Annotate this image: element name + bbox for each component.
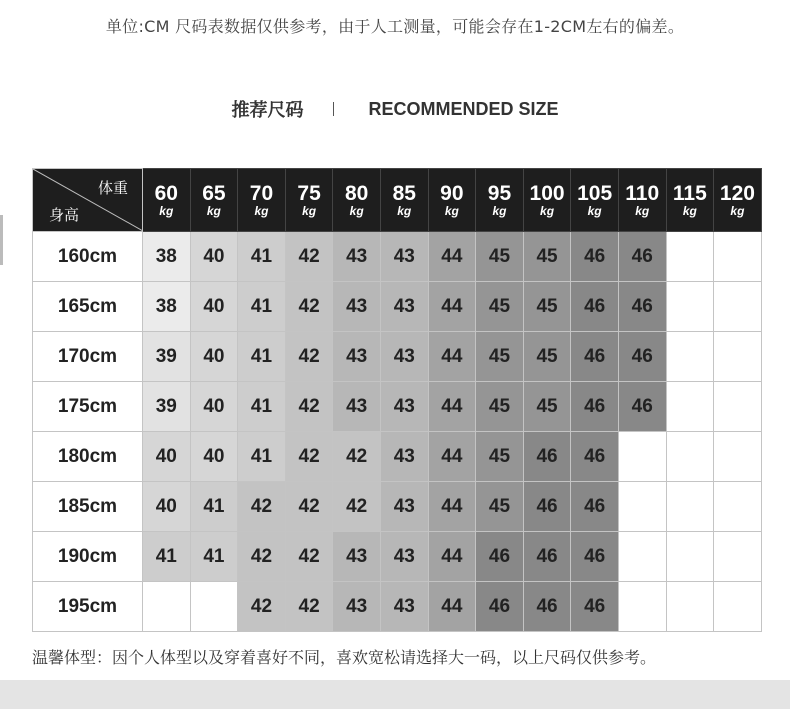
size-cell: 43	[380, 232, 428, 282]
size-cell: 43	[333, 282, 381, 332]
size-cell: 44	[428, 582, 476, 632]
height-label: 190cm	[33, 532, 143, 582]
size-cell: 41	[238, 232, 286, 282]
weight-value: 115	[672, 181, 707, 205]
size-cell: 45	[476, 232, 524, 282]
empty-cell	[714, 582, 762, 632]
size-cell: 42	[285, 382, 333, 432]
size-cell: 38	[143, 282, 191, 332]
weight-value: 100	[529, 181, 565, 205]
weight-unit: kg	[206, 203, 221, 218]
size-cell: 42	[238, 482, 286, 532]
size-cell: 46	[571, 282, 619, 332]
weight-unit: kg	[159, 203, 174, 218]
size-cell: 46	[571, 382, 619, 432]
size-cell: 45	[476, 332, 524, 382]
empty-cell	[666, 332, 714, 382]
weight-value: 70	[249, 181, 274, 205]
table-row	[33, 532, 762, 582]
size-table-body	[33, 232, 762, 632]
weight-unit: kg	[540, 203, 555, 218]
weight-value: 80	[344, 181, 369, 205]
weight-unit: kg	[397, 203, 412, 218]
size-cell: 44	[428, 282, 476, 332]
height-label: 165cm	[33, 282, 143, 332]
size-cell: 42	[238, 532, 286, 582]
size-cell: 42	[285, 332, 333, 382]
size-cell: 42	[238, 582, 286, 632]
empty-cell	[714, 332, 762, 382]
size-cell: 46	[523, 532, 571, 582]
size-cell: 43	[380, 282, 428, 332]
weight-value: 85	[392, 181, 416, 205]
size-cell: 43	[333, 232, 381, 282]
weight-unit: kg	[635, 203, 650, 218]
weight-header-80	[333, 169, 381, 232]
empty-cell	[190, 582, 238, 632]
size-cell: 40	[143, 482, 191, 532]
size-cell: 42	[333, 432, 381, 482]
size-cell: 42	[285, 232, 333, 282]
empty-cell	[714, 232, 762, 282]
weight-header-110	[618, 169, 666, 232]
size-cell: 46	[571, 532, 619, 582]
empty-cell	[143, 582, 191, 632]
size-cell: 43	[333, 532, 381, 582]
size-cell: 42	[285, 482, 333, 532]
size-cell: 44	[428, 532, 476, 582]
size-cell: 42	[285, 582, 333, 632]
size-cell: 45	[523, 282, 571, 332]
height-label: 185cm	[33, 482, 143, 532]
height-label: 195cm	[33, 582, 143, 632]
size-cell: 44	[428, 482, 476, 532]
size-cell: 42	[285, 282, 333, 332]
size-cell: 41	[143, 532, 191, 582]
empty-cell	[618, 582, 666, 632]
table-row	[33, 432, 762, 482]
empty-cell	[618, 532, 666, 582]
table-row	[33, 232, 762, 282]
table-row	[33, 332, 762, 382]
edge-mark	[0, 215, 3, 265]
section-heading	[0, 94, 790, 124]
height-label: 160cm	[33, 232, 143, 282]
height-axis-label: 身高	[49, 206, 80, 224]
empty-cell	[714, 282, 762, 332]
empty-cell	[666, 532, 714, 582]
weight-header-100	[523, 169, 571, 232]
size-cell: 45	[476, 282, 524, 332]
empty-cell	[666, 382, 714, 432]
size-cell: 46	[571, 482, 619, 532]
size-cell: 46	[618, 332, 666, 382]
heading-divider	[333, 102, 334, 116]
weight-value: 90	[440, 181, 464, 205]
size-cell: 42	[333, 482, 381, 532]
size-cell: 43	[380, 332, 428, 382]
size-cell: 43	[333, 382, 381, 432]
size-cell: 41	[238, 332, 286, 382]
size-cell: 39	[143, 382, 191, 432]
size-cell: 41	[190, 482, 238, 532]
weight-header-85	[380, 169, 428, 232]
size-cell: 46	[571, 582, 619, 632]
weight-header-row	[33, 169, 762, 232]
empty-cell	[666, 232, 714, 282]
fit-tip: 温馨体型：因个人体型以及穿着喜好不同，喜欢宽松请选择大一码，以上尺码仅供参考。	[32, 648, 657, 667]
weight-header-75	[285, 169, 333, 232]
weight-unit: kg	[492, 203, 507, 218]
size-cell: 46	[523, 582, 571, 632]
weight-value: 60	[154, 181, 178, 205]
size-cell: 43	[380, 382, 428, 432]
weight-unit: kg	[587, 203, 602, 218]
heading-cn: 推荐尺码	[231, 100, 304, 121]
height-label: 170cm	[33, 332, 143, 382]
size-cell: 45	[476, 482, 524, 532]
table-row	[33, 582, 762, 632]
weight-value: 110	[625, 181, 660, 205]
weight-unit: kg	[682, 203, 697, 218]
size-cell: 38	[143, 232, 191, 282]
size-cell: 43	[380, 582, 428, 632]
empty-cell	[714, 532, 762, 582]
weight-unit: kg	[444, 203, 459, 218]
weight-header-60	[143, 169, 191, 232]
weight-axis-label: 体重	[97, 179, 128, 197]
footer-band	[0, 680, 790, 709]
weight-header-95	[476, 169, 524, 232]
size-cell: 44	[428, 332, 476, 382]
size-cell: 44	[428, 232, 476, 282]
empty-cell	[618, 432, 666, 482]
size-cell: 45	[476, 382, 524, 432]
size-cell: 43	[333, 332, 381, 382]
corner-cell	[33, 169, 143, 232]
size-cell: 46	[571, 332, 619, 382]
size-cell: 40	[190, 432, 238, 482]
weight-unit: kg	[254, 203, 269, 218]
heading-en: RECOMMENDED SIZE	[368, 98, 559, 119]
size-cell: 40	[190, 282, 238, 332]
weight-header-70	[238, 169, 286, 232]
weight-unit: kg	[349, 203, 364, 218]
size-cell: 46	[618, 382, 666, 432]
empty-cell	[714, 382, 762, 432]
weight-header-115	[666, 169, 714, 232]
weight-header-105	[571, 169, 619, 232]
empty-cell	[666, 582, 714, 632]
weight-value: 75	[297, 181, 321, 205]
weight-unit: kg	[302, 203, 317, 218]
size-cell: 46	[571, 232, 619, 282]
weight-value: 95	[487, 181, 512, 205]
weight-header-120	[714, 169, 762, 232]
size-cell: 44	[428, 382, 476, 432]
size-cell: 45	[523, 232, 571, 282]
table-row	[33, 382, 762, 432]
size-cell: 45	[523, 332, 571, 382]
weight-value: 105	[577, 181, 613, 205]
empty-cell	[666, 432, 714, 482]
size-cell: 42	[285, 432, 333, 482]
size-cell: 40	[190, 232, 238, 282]
size-cell: 41	[238, 432, 286, 482]
size-cell: 46	[618, 282, 666, 332]
size-cell: 40	[190, 382, 238, 432]
size-cell: 41	[238, 282, 286, 332]
size-chart-table	[32, 168, 762, 632]
weight-value: 65	[202, 181, 226, 205]
height-label: 175cm	[33, 382, 143, 432]
empty-cell	[714, 482, 762, 532]
size-cell: 46	[476, 582, 524, 632]
empty-cell	[714, 432, 762, 482]
weight-header-90	[428, 169, 476, 232]
size-cell: 41	[190, 532, 238, 582]
size-cell: 43	[333, 582, 381, 632]
weight-header-65	[190, 169, 238, 232]
size-cell: 43	[380, 482, 428, 532]
weight-unit: kg	[730, 203, 745, 218]
unit-note: 单位:CM 尺码表数据仅供参考，由于人工测量，可能会存在1-2CM左右的偏差。	[105, 17, 685, 36]
size-cell: 41	[238, 382, 286, 432]
size-cell: 45	[523, 382, 571, 432]
size-cell: 46	[523, 432, 571, 482]
size-cell: 42	[285, 532, 333, 582]
size-cell: 46	[618, 232, 666, 282]
size-cell: 40	[190, 332, 238, 382]
size-cell: 43	[380, 532, 428, 582]
height-label: 180cm	[33, 432, 143, 482]
table-row	[33, 482, 762, 532]
weight-value: 120	[719, 181, 755, 205]
empty-cell	[618, 482, 666, 532]
size-cell: 46	[476, 532, 524, 582]
size-cell: 46	[523, 482, 571, 532]
size-cell: 44	[428, 432, 476, 482]
size-cell: 39	[143, 332, 191, 382]
size-cell: 40	[143, 432, 191, 482]
table-row	[33, 282, 762, 332]
empty-cell	[666, 482, 714, 532]
size-cell: 43	[380, 432, 428, 482]
size-cell: 46	[571, 432, 619, 482]
empty-cell	[666, 282, 714, 332]
size-cell: 45	[476, 432, 524, 482]
